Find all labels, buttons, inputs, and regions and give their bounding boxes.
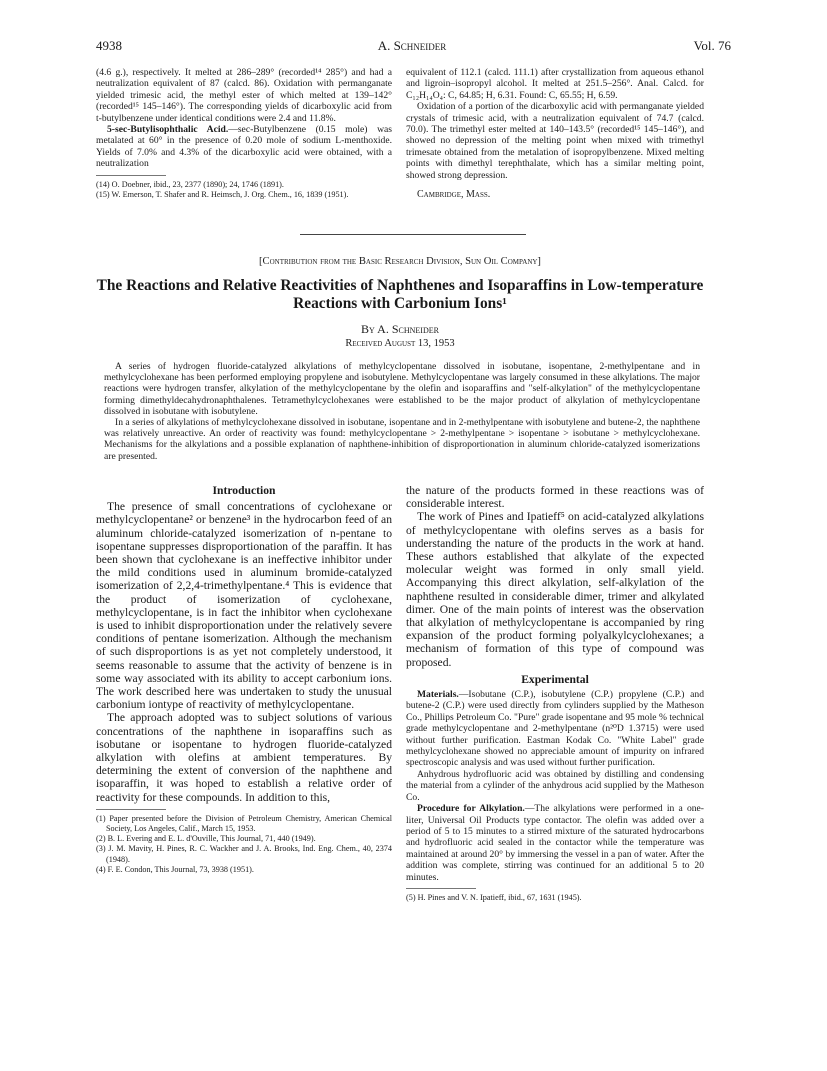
right-column xyxy=(406,484,704,903)
prev-left-subhead: 5-sec-Butylisophthalic Acid. xyxy=(107,124,229,136)
footnote-5: (5) H. Pines and V. N. Ipatieff, ibid., 67, 1631 (1945). xyxy=(406,892,582,902)
contribution-line: [Contribution from the Basic Research Division, Sun Oil Company] xyxy=(259,256,541,267)
prev-right-paragraph-2: Oxidation of a portion of the dicarboxylic acid with permanganate yielded crystals of trimesic acid, with a neutralization equivalent of 74.7 (calcd. 70.0). The trimethyl ester melted at 140–143.5° (recorded¹⁵ 145–146°), and showed no depression of the melting point when mixed with trimethyl trimesate obtained from the metalation of isopropylbenzene. Mixed melting points with dimethyl terephthalate, which has a similar melting point, showed strong depression. xyxy=(406,101,704,181)
abstract-paragraph-1: A series of hydrogen fluoride-catalyzed alkylations of methylcyclopentane dissolved in isobutane, isopentane, 2-methylpentane and in methylcyclohexane has been performed employing propylene and isobutylene. Methylcyclopentane was largely consumed in these alkylations. The major reactions were hydrogen transfer, alkylation of the methylcyclopentane by the olefin and isoparaffins and "self-alkylation" of the methylcyclopentane forming dimethyldecahydronaphthalenes. Tetramethylcyclohexanes were established to be the major product of alkylation of methylcyclopentane dissolved in isobutane with isobutylene. xyxy=(104,361,700,417)
prev-left-paragraph-2: —sec-Butylbenzene (0.15 mole) was metalated at 60° in the presence of 0.20 mole of sodium L-menthoxide. Yields of 7.0% and 4.3% of the dicarboxylic acid were obtained, with a neutralization xyxy=(96,124,392,170)
right-paragraph-1: the nature of the products formed in these reactions was of considerable interest. xyxy=(406,484,704,511)
article-separator xyxy=(300,234,526,235)
running-title: A. Schneider xyxy=(377,38,447,53)
abstract xyxy=(104,361,700,462)
volume-label: Vol. 76 xyxy=(693,38,731,53)
materials-paragraph: —Isobutane (C.P.), isobutylene (C.P.) propylene (C.P.) and butene-2 (C.P.) were used directly from cylinders supplied by the Matheson Co., Phillips Petroleum Co. "Pure" grade isopentane and 95 mole % technical grade methylcyclopentane and 2-methylpentane (n²⁰D 1.3715) were used without further purification. Eastman Kodak Co. "White Label" grade methylcyclohexane showed no appreciable amount of impurity on infrared spectroscopic analysis and was used without further purification. xyxy=(406,689,704,769)
received-line: Received August 13, 1953 xyxy=(345,338,455,349)
footnote-4: (4) F. E. Condon, This Journal, 73, 3938 (1951). xyxy=(96,864,254,874)
abstract-paragraph-2: In a series of alkylations of methylcyclohexane dissolved in isobutane, isopentane and in 2-methylpentane with isobutylene and butene-2, the naphthene was relatively unreactive. An order of reactivity was found: methylcyclopentane > 2-methylpentane > isopentane > isobutane > methylcyclohexane. Mechanisms for the alkylations and a possible explanation of naphthene-inhibition of disproportionation in aluminum chloride-catalyzed isomerizations are presented. xyxy=(104,417,700,462)
footnote-2: (2) B. L. Evering and E. L. d'Ouville, This Journal, 71, 440 (1949). xyxy=(96,834,316,844)
footnote-3: (3) J. M. Mavity, H. Pines, R. C. Wackher and J. A. Brooks, Ind. Eng. Chem., 40, 2374 (1948). xyxy=(96,844,392,864)
footnote-14: (14) O. Doebner, ibid., 23, 2377 (1890); 24, 1746 (1891). xyxy=(96,179,284,189)
introduction-heading: Introduction xyxy=(212,484,276,497)
intro-paragraph-1: The presence of small concentrations of cyclohexane or methylcyclopentane² or benzene³ in the hydrocarbon feed of an aluminum chloride-catalyzed isomerization of n-pentane to isopentane suppresses disproportionation of the paraffin. It has been shown that cyclohexane is an ineffective inhibitor under the mild conditions used in aluminum bromide-catalyzed isomerization of 2,2,4-trimethylpentane.⁴ This is evidence that the product of isomerization of cyclohexane, methylcyclopentane, is in fact the inhibitor when cyclohexane is used to inhibit disproportionation under the relatively severe conditions of pentane isomerization. Although the mechanism of such disproportions is as yet not completely understood, it seems reasonable to assume that the activity of benzene is in some way associated with its ability to accept carbonium ions. The work described here was undertaken to study the unusual carbonium iontype of reactivity of methylcyclopentane. xyxy=(96,500,392,712)
experimental-heading: Experimental xyxy=(521,672,589,686)
intro-column xyxy=(96,484,392,875)
article-title: The Reactions and Relative Reactivities of Naphthenes and Isoparaffins in Low-temperature Reactions with Carbonium Ions¹ xyxy=(96,277,704,312)
footnote-rule xyxy=(96,809,166,810)
materials-subhead: Materials. xyxy=(417,689,459,701)
footnote-rule xyxy=(96,175,166,176)
footnote-15: (15) W. Emerson, T. Shafer and R. Heimsch, J. Org. Chem., 16, 1839 (1951). xyxy=(96,189,349,199)
prev-article-left-column xyxy=(96,67,392,200)
right-paragraph-2: The work of Pines and Ipatieff⁵ on acid-catalyzed alkylations of methylcyclopentane with olefins serves as a basis for understanding the nature of the products in the work at hand. These authors established that alkylate of the expected molecular weight was formed in only small yield. Accompanying this direct alkylation, self-alkylation of the naphthene resulted in considerable dimer, trimer and alkylated dimer. One of the main points of interest was the observation that alkylation of methylcyclopentane is accompanied by ring expansion of the product forming polyalkylcyclohexanes; a mechanism of formation of this type of compound was proposed. xyxy=(406,510,704,669)
signoff: Cambridge, Mass. xyxy=(417,189,491,201)
page-number: 4938 xyxy=(96,38,122,53)
prev-article-right-column xyxy=(406,67,704,200)
procedure-subhead: Procedure for Alkylation. xyxy=(417,803,525,815)
footnote-rule xyxy=(406,888,476,889)
intro-paragraph-2: The approach adopted was to subject solutions of various concentrations of the naphthene in isoparaffins such as isobutane or isopentane to hydrogen fluoride-catalyzed alkylation with olefins at ambient temperatures. By determining the extent of conversion of the naphthene and isoparaffin, it was hoped to establish a relative order of reactivity for these compounds. In addition to this, xyxy=(96,711,392,804)
hf-paragraph: Anhydrous hydrofluoric acid was obtained by distilling and condensing the material from a cylinder of the anhydrous acid supplied by the Matheson Co. xyxy=(406,768,704,803)
prev-right-paragraph: equivalent of 112.1 (calcd. 111.1) after crystallization from aqueous ethanol and ligroin–isopropyl alcohol. It melted at 251.5–256°. Anal. Calcd. for C₁₂H₁₄O₄: C, 64.85; H, 6.31. Found: C, 65.55; H, 6.59. xyxy=(406,67,704,101)
prev-left-paragraph: (4.6 g.), respectively. It melted at 286–289° (recorded¹⁴ 285°) and had a neutralization equivalent of 87 (calcd. 86). Oxidation with permanganate yielded trimesic acid, the methyl ester of which melted at 139–142° (recorded¹⁵ 145–146°). The corresponding yields of dicarboxylic acid from t-butylbenzene under identical conditions were 2.4 and 11.8%. xyxy=(96,67,392,124)
author-line: By A. Schneider xyxy=(361,322,439,336)
footnote-1: (1) Paper presented before the Division of Petroleum Chemistry, American Chemical Society, Los Angeles, Calif., March 15, 1953. xyxy=(96,813,392,834)
procedure-paragraph: —The alkylations were performed in a one-liter, Universal Oil Products type contactor. The olefin was added over a period of 5 to 15 minutes to a stirred mixture of the saturated hydrocarbons and hydrofluoric acid sealed in the contactor while the temperature was maintained at around 20° by immersing the vessel in a pan of water. After the addition was complete, stirring was continued for an additional 5 to 20 minutes. xyxy=(406,803,704,883)
